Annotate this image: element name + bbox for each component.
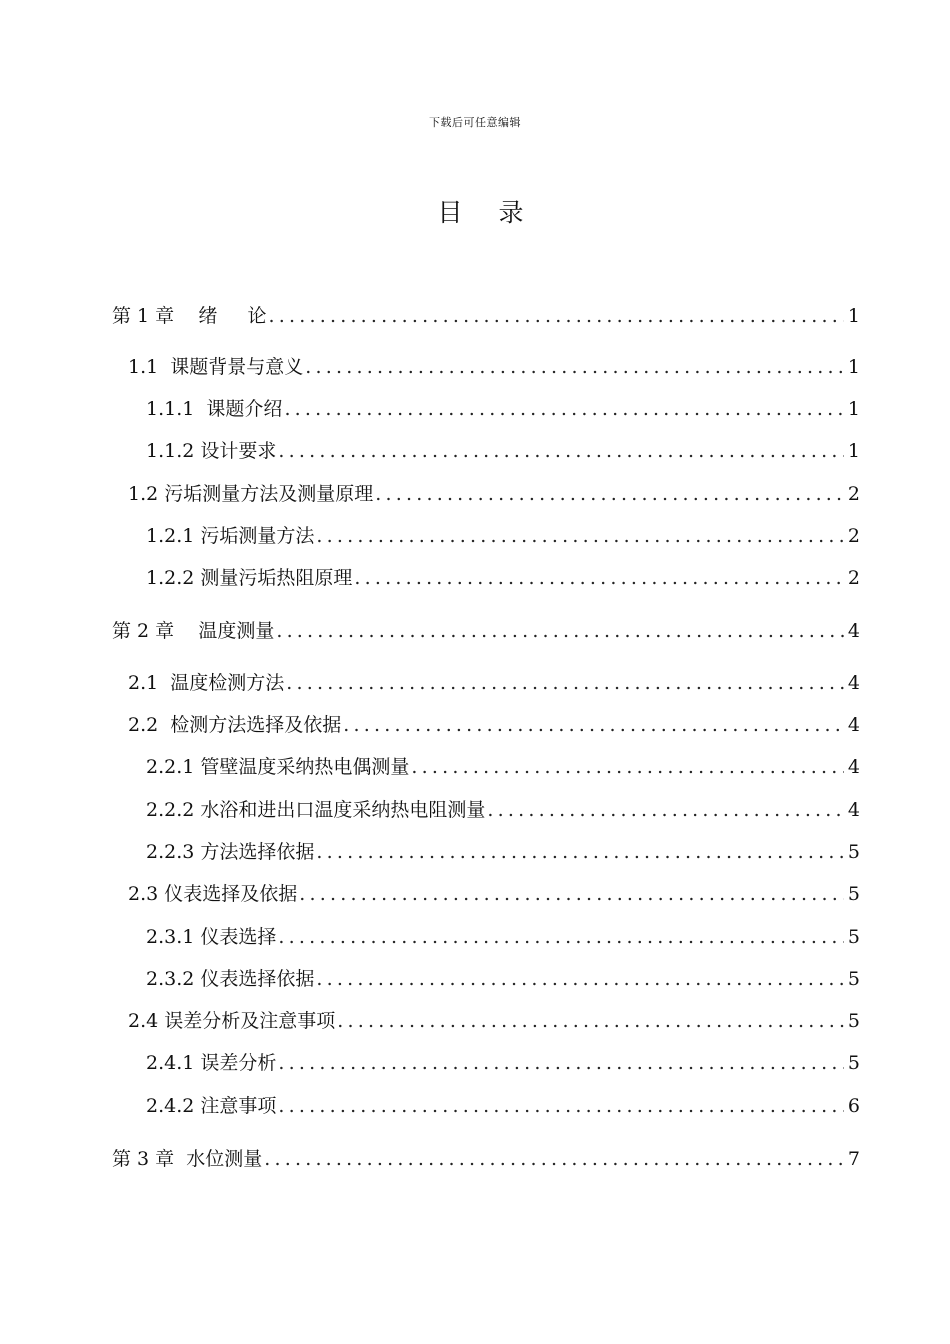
toc-entry-page: 5 [847,1010,860,1032]
toc-entry-1-2-1[interactable] [146,522,860,550]
dot-leader [305,353,844,381]
toc-entry-title: 2.2.3 方法选择依据 [146,841,315,863]
dot-leader [316,838,844,866]
dot-leader [337,1007,844,1035]
toc-entry-title: 2.3.1 仪表选择 [146,926,277,948]
dot-leader [286,669,844,697]
page-title: 目 录 [437,198,538,227]
toc-entry-title: 2.2.2 水浴和进出口温度采纳热电阻测量 [146,799,486,821]
toc-entry-page: 5 [847,841,860,863]
toc-entry-page: 4 [847,799,860,821]
dot-leader [278,437,844,465]
toc-entry-title: 第 3 章 水位测量 [112,1148,263,1170]
toc-entry-title: 1.2 污垢测量方法及测量原理 [128,483,374,505]
dot-leader [276,617,844,645]
dot-leader [269,302,844,330]
header-note: 下载后可任意编辑 [429,116,521,129]
toc-entry-1-1[interactable] [128,353,860,381]
toc-entry-2-4-2[interactable] [146,1092,860,1120]
toc-entry-2-3-2[interactable] [146,965,860,993]
toc-entry-title: 1.1.1 课题介绍 [146,398,283,420]
toc-entry-page: 1 [847,398,860,420]
toc-entry-2-2-1[interactable] [146,753,860,781]
toc-entry-title: 1.1.2 设计要求 [146,440,277,462]
dot-leader [316,522,844,550]
toc-entry-title: 2.4.2 注意事项 [146,1095,277,1117]
dot-leader [278,1092,844,1120]
toc-entry-title: 第 1 章 绪 论 [112,305,267,327]
toc-entry-2-1[interactable] [128,669,860,697]
toc-entry-title: 2.1 温度检测方法 [128,672,285,694]
toc-entry-page: 2 [847,567,860,589]
toc-entry-2-4[interactable] [128,1007,860,1035]
toc-entry-2-3[interactable] [128,880,860,908]
toc-entry-page: 1 [847,305,860,327]
toc-entry-2-3-1[interactable] [146,923,860,951]
dot-leader [299,880,844,908]
toc-entry-1-2[interactable] [128,480,860,508]
dot-leader [278,1049,844,1077]
dot-leader [316,965,844,993]
toc-entry-page: 1 [847,356,860,378]
toc-entry-page: 1 [847,440,860,462]
dot-leader [487,796,844,824]
toc-entry-page: 4 [847,714,860,736]
toc-entry-title: 2.3 仪表选择及依据 [128,883,298,905]
toc-entry-chapter-2[interactable] [112,617,860,645]
toc-entry-chapter-3[interactable] [112,1145,860,1173]
toc-entry-page: 4 [847,756,860,778]
toc-entry-page: 7 [847,1148,860,1170]
toc-entry-2-2-2[interactable] [146,796,860,824]
toc-entry-title: 1.2.2 测量污垢热阻原理 [146,567,353,589]
toc-entry-page: 2 [847,525,860,547]
dot-leader [284,395,843,423]
toc-entry-chapter-1[interactable] [112,302,860,330]
toc-entry-title: 1.1 课题背景与意义 [128,356,304,378]
toc-entry-title: 第 2 章 温度测量 [112,620,275,642]
toc-entry-page: 5 [847,926,860,948]
toc-entry-page: 4 [847,672,860,694]
toc-entry-page: 6 [847,1095,860,1117]
dot-leader [343,711,844,739]
toc-entry-page: 2 [847,483,860,505]
dot-leader [278,923,844,951]
toc-entry-page: 5 [847,1052,860,1074]
dot-leader [264,1145,844,1173]
toc-entry-page: 5 [847,883,860,905]
toc-entry-title: 2.2 检测方法选择及依据 [128,714,342,736]
toc-entry-1-2-2[interactable] [146,564,860,592]
toc-entry-title: 2.2.1 管壁温度采纳热电偶测量 [146,756,410,778]
toc-entry-1-1-2[interactable] [146,437,860,465]
toc-entry-title: 1.2.1 污垢测量方法 [146,525,315,547]
toc-entry-2-2[interactable] [128,711,860,739]
toc-entry-page: 4 [847,620,860,642]
dot-leader [375,480,844,508]
toc-entry-1-1-1[interactable] [146,395,860,423]
toc-entry-title: 2.4.1 误差分析 [146,1052,277,1074]
toc-entry-2-4-1[interactable] [146,1049,860,1077]
toc-entry-title: 2.3.2 仪表选择依据 [146,968,315,990]
toc-entry-2-2-3[interactable] [146,838,860,866]
dot-leader [354,564,844,592]
toc-entry-page: 5 [847,968,860,990]
toc-entry-title: 2.4 误差分析及注意事项 [128,1010,336,1032]
dot-leader [411,753,844,781]
